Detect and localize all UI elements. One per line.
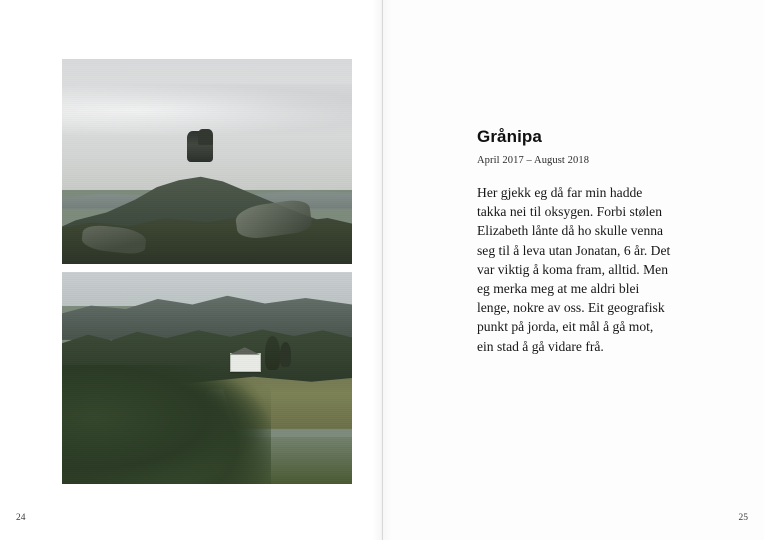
- page-number-right: 25: [738, 513, 748, 523]
- photo-grain-overlay: [62, 59, 352, 264]
- photo-valley-with-cabin: [62, 272, 352, 484]
- right-page: [382, 0, 764, 540]
- photo-grain-overlay: [62, 272, 352, 484]
- chapter-date-range: April 2017 – August 2018: [477, 155, 590, 166]
- chapter-body-text: Her gjekk eg då far min hadde takka nei til oksygen. Forbi stølen Elizabeth lånte då ho skulle venna seg til å leva utan Jonatan, 6 år. Det var viktig å koma fram, alltid. Men eg merka meg at me aldri blei lenge, nokre av oss. Eit geografisk punkt på jorda, eit mål å gå mot, ein stad å gå vidare frå.: [477, 185, 671, 354]
- page-gutter-line: [382, 0, 383, 540]
- photo-cairn-on-ridge: [62, 59, 352, 264]
- page-number-left: 24: [16, 513, 26, 523]
- chapter-title: Grånipa: [477, 127, 542, 146]
